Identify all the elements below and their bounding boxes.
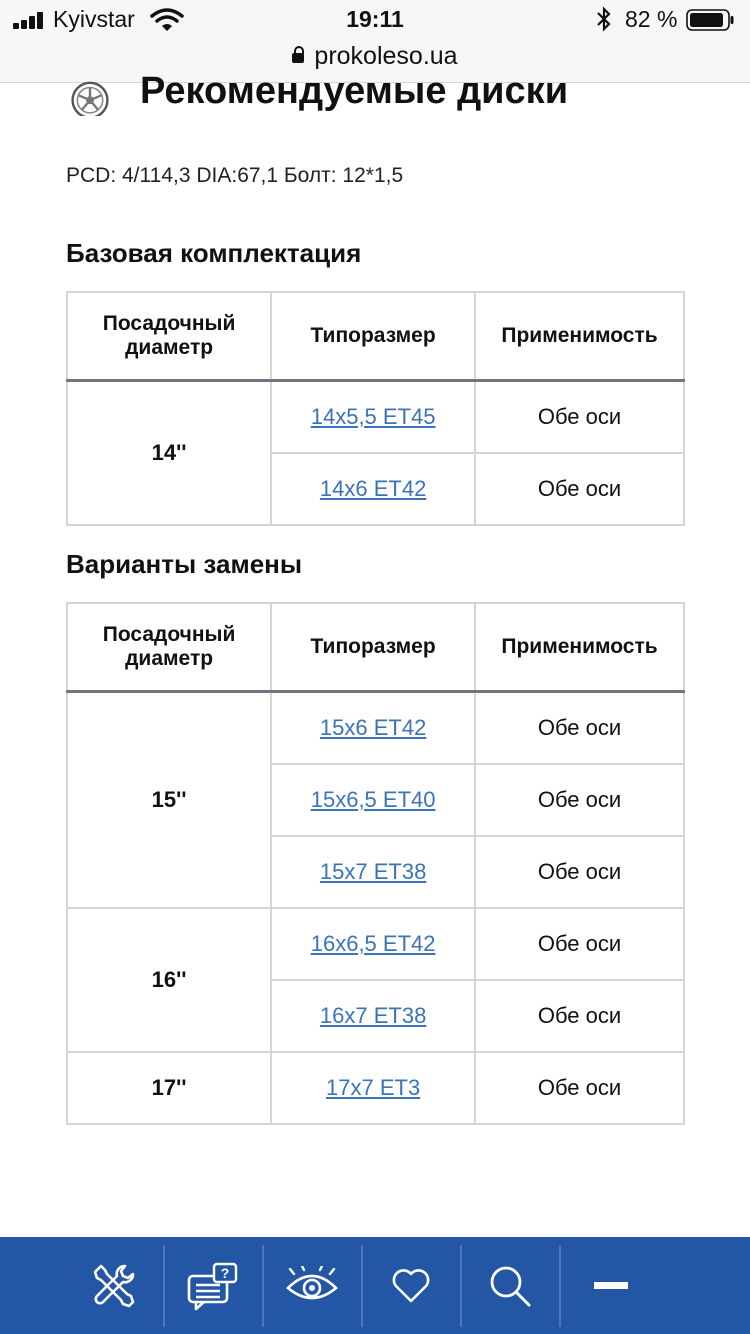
size-cell xyxy=(271,980,475,1052)
size-cell xyxy=(271,692,475,765)
table-row xyxy=(67,381,684,454)
size-cell xyxy=(271,1052,475,1124)
size-cell xyxy=(271,764,475,836)
heart-icon xyxy=(391,1268,431,1304)
diameter-cell: 15'' xyxy=(67,692,271,909)
applicability-cell: Обе оси xyxy=(475,453,684,525)
column-header-diameter: Посадочный диаметр xyxy=(67,292,271,381)
battery-percent: 82 % xyxy=(625,6,678,32)
nav-help-chat-button[interactable] xyxy=(163,1237,263,1334)
bluetooth-icon xyxy=(594,6,614,32)
table-row xyxy=(67,692,684,765)
base-wheels-table xyxy=(66,291,685,526)
carrier-name: Kyivstar xyxy=(53,6,135,32)
applicability-cell: Обе оси xyxy=(475,836,684,908)
column-header-applicability: Применимость xyxy=(475,603,684,692)
replacement-section-heading: Варианты замены xyxy=(66,549,303,579)
diameter-cell: 14'' xyxy=(67,381,271,526)
size-cell xyxy=(271,453,475,525)
diameter-cell: 16'' xyxy=(67,908,271,1052)
column-header-applicability: Применимость xyxy=(475,292,684,381)
column-header-size: Типоразмер xyxy=(271,603,475,692)
column-header-size: Типоразмер xyxy=(271,292,475,381)
wheel-size-link[interactable]: 17x7 ET3 xyxy=(326,1075,421,1100)
url-text: prokoleso.ua xyxy=(314,42,458,70)
applicability-cell: Обе оси xyxy=(475,764,684,836)
size-cell xyxy=(271,908,475,980)
wheel-size-link[interactable]: 14x6 ET42 xyxy=(319,476,427,501)
applicability-cell: Обе оси xyxy=(475,1052,684,1124)
page-title: Рекомендуемые диски xyxy=(140,70,569,112)
status-time: 19:11 xyxy=(346,6,404,32)
svg-text:?: ? xyxy=(220,1264,230,1281)
table-header-row xyxy=(67,292,684,381)
nav-search-button[interactable] xyxy=(460,1237,560,1334)
wheel-size-link[interactable]: 16x6,5 ET42 xyxy=(310,931,436,956)
replacement-wheels-table xyxy=(66,602,685,1125)
size-cell xyxy=(271,381,475,454)
column-header-diameter: Посадочный диаметр xyxy=(67,603,271,692)
table-row xyxy=(67,1052,684,1124)
lock-icon xyxy=(292,53,304,63)
size-cell xyxy=(271,836,475,908)
wheel-size-link[interactable]: 14x5,5 ET45 xyxy=(310,404,436,429)
wheel-size-link[interactable]: 16x7 ET38 xyxy=(319,1003,427,1028)
applicability-cell: Обе оси xyxy=(475,692,684,765)
battery-icon xyxy=(686,9,734,31)
search-icon xyxy=(488,1264,532,1308)
nav-menu-button[interactable] xyxy=(561,1237,661,1334)
nav-tools-button[interactable] xyxy=(63,1237,163,1334)
applicability-cell: Обе оси xyxy=(475,381,684,454)
tools-icon xyxy=(87,1260,139,1312)
applicability-cell: Обе оси xyxy=(475,980,684,1052)
wheel-size-link[interactable]: 15x6,5 ET40 xyxy=(310,787,436,812)
status-bar xyxy=(0,0,750,40)
nav-favorites-button[interactable] xyxy=(361,1237,461,1334)
wheel-size-link[interactable]: 15x6 ET42 xyxy=(319,715,427,740)
wheel-specs: PCD: 4/114,3 DIA:67,1 Болт: 12*1,5 xyxy=(66,164,404,187)
bottom-navigation xyxy=(0,1237,750,1334)
wheel-icon xyxy=(66,78,114,116)
chat-question-icon xyxy=(186,1261,240,1311)
diameter-cell: 17'' xyxy=(67,1052,271,1124)
url-container xyxy=(0,42,750,71)
base-section-heading: Базовая комплектация xyxy=(66,238,362,268)
nav-viewed-button[interactable] xyxy=(262,1237,362,1334)
wheel-size-link[interactable]: 15x7 ET38 xyxy=(319,859,427,884)
eye-icon xyxy=(284,1266,340,1306)
table-header-row xyxy=(67,603,684,692)
applicability-cell: Обе оси xyxy=(475,908,684,980)
table-row xyxy=(67,908,684,980)
menu-icon xyxy=(594,1282,628,1290)
